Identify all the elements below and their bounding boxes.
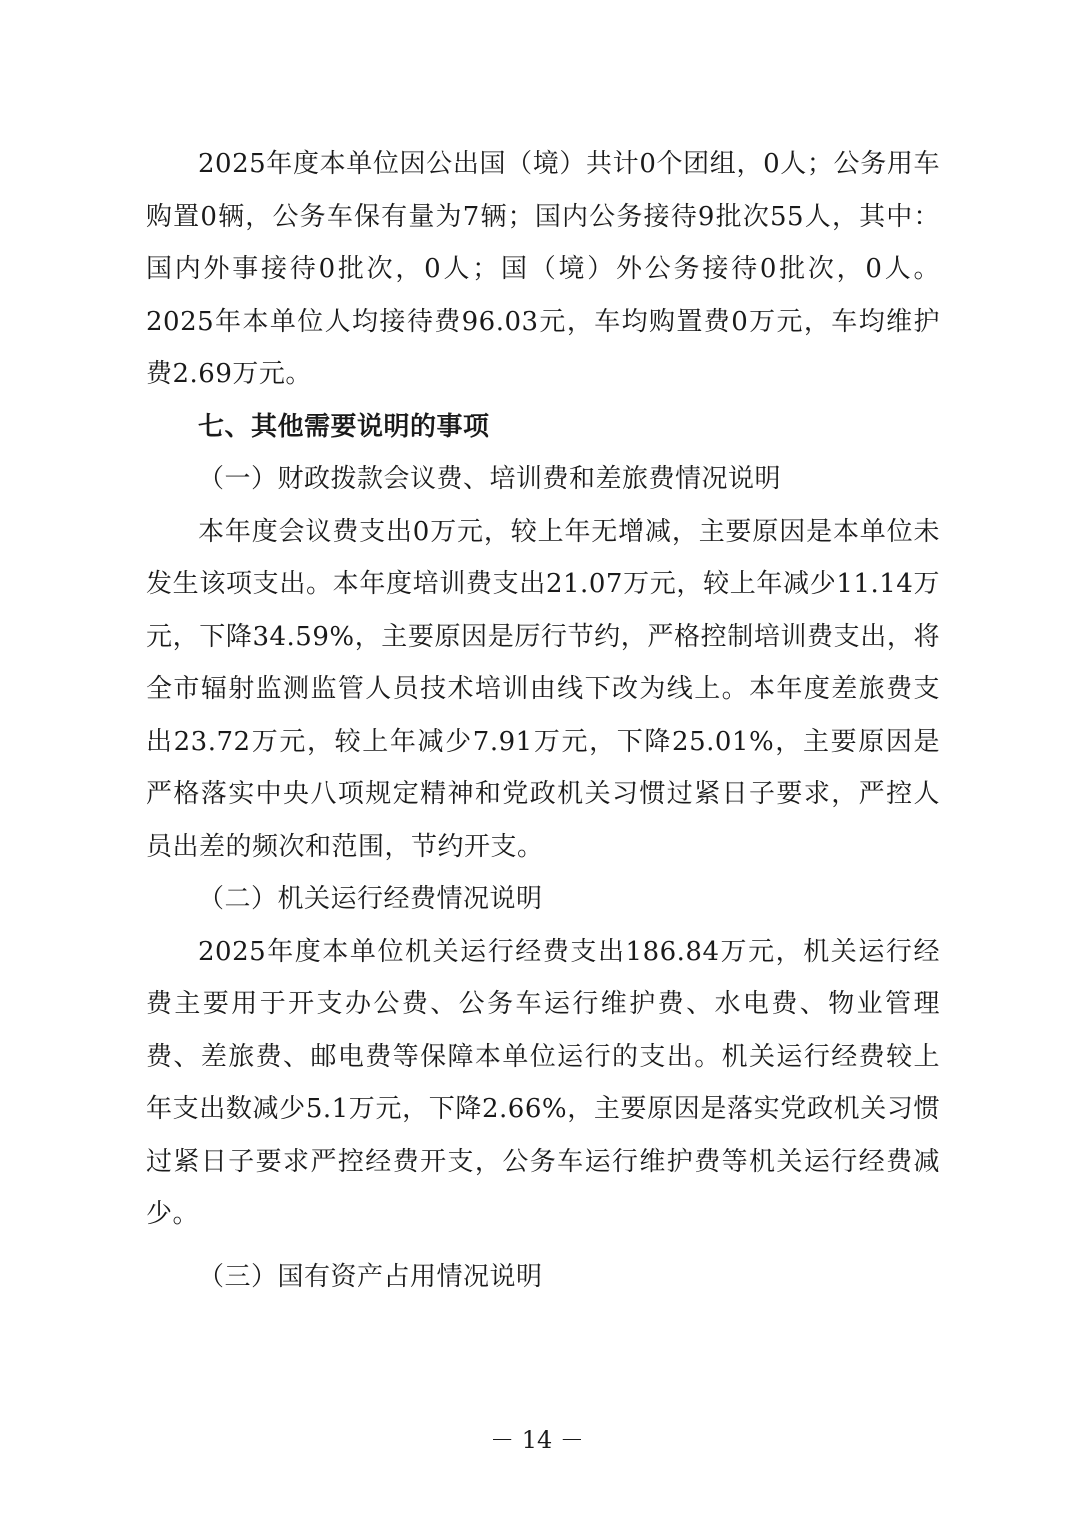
- subsection-heading-operating-expenses: （二）机关运行经费情况说明: [198, 884, 543, 914]
- subsection-heading-state-assets: （三）国有资产占用情况说明: [198, 1261, 543, 1292]
- paragraph-overseas-vehicles-reception: 2025年度本单位因公出国（境）共计0个团组，0人；公务用车购置0辆，公务车保有量为7辆；国内公务接待9批次55人，其中：国内外事接待0批次，0人；国（境）外公务接待0批次，0人。2025年本单位人均接待费96.03元，车均购置费0万元，车均维护费2.69万元。: [146, 149, 940, 389]
- paragraph-meeting-training-travel: 本年度会议费支出0万元，较上年无增减，主要原因是本单位未发生该项支出。本年度培训费支出21.07万元，较上年减少11.14万元，下降34.59%，主要原因是厉行节约，严格控制培训费支出，将全市辐射监测监管人员技术培训由线下改为线上。本年度差旅费支出23.72万元，较上年减少7.91万元，下降25.01%，主要原因是严格落实中央八项规定精神和党政机关习惯过紧日子要求，严控人员出差的频次和范围，节约开支。: [146, 516, 940, 862]
- subsection-heading-meeting-training-travel: （一）财政拨款会议费、培训费和差旅费情况说明: [198, 464, 782, 494]
- section-heading-other-matters: 七、其他需要说明的事项: [198, 411, 490, 442]
- page-number: － 14 －: [490, 1426, 584, 1454]
- paragraph-operating-expenses: 2025年度本单位机关运行经费支出186.84万元，机关运行经费主要用于开支办公费、公务车运行维护费、水电费、物业管理费、差旅费、邮电费等保障本单位运行的支出。机关运行经费较上年支出数减少5.1万元，下降2.66%，主要原因是落实党政机关习惯过紧日子要求严控经费开支，公务车运行维护费等机关运行经费减少。: [146, 936, 940, 1229]
- document-body: [146, 138, 940, 1303]
